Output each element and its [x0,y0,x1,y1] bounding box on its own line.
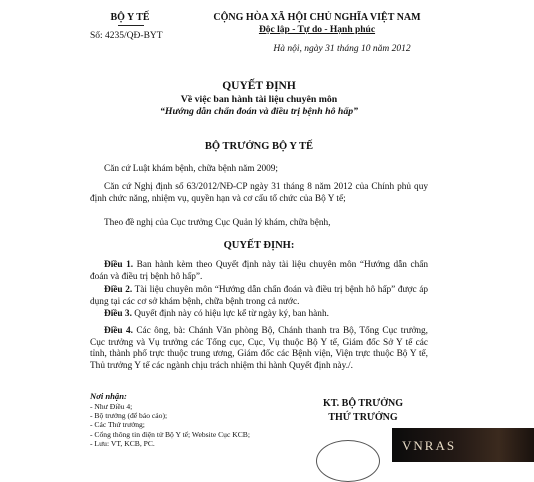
recipient-item: - Các Thứ trưởng; [90,420,145,430]
article-2 [90,285,428,308]
recipient-item: - Lưu: VT, KCB, PC. [90,438,155,448]
article-4-text: Các ông, bà: Chánh Văn phòng Bộ, Chánh thanh tra Bộ, Tổng Cục trưởng, Cục trưởng và Vụ trưởng các Tổng cục, Cục, Vụ thuộc Bộ Y tế, Giám đốc Sở Y tế các tỉnh, thành phố trực thuộc trung ương, Giám đốc các Bệnh viện, Viện trực thuộc Bộ Y tế, Thủ trưởng Y tế các ngành chịu trách nhiệm thi hành Quyết định này./. [90,326,428,371]
official-seal-icon [316,440,380,482]
article-1-text: Ban hành kèm theo Quyết định này tài liệu chuyên môn “Hướng dẫn chẩn đoán và điều trị bệnh hô hấp”. [90,260,428,282]
article-1 [90,260,428,283]
preamble-3: Theo đề nghị của Cục trưởng Cục Quản lý khám, chữa bệnh, [104,218,331,228]
watermark-logo [392,428,534,462]
article-3-text: Quyết định này có hiệu lực kể từ ngày ký, ban hành. [134,309,329,319]
ministry-name: BỘ Y TẾ [110,12,150,23]
article-4 [90,326,428,372]
article-1-label: Điều 1. [104,260,134,270]
article-3 [90,309,428,321]
signature-line-2: THỨ TRƯỞNG [328,412,398,423]
document-title: QUYẾT ĐỊNH [222,80,296,92]
issuing-authority: BỘ TRƯỞNG BỘ Y TẾ [204,141,314,152]
watermark-text: VNRAS [402,438,457,453]
recipients-heading: Nơi nhận: [90,391,127,401]
document-number: Số: 4235/QĐ-BYT [90,31,163,41]
decision-heading: QUYẾT ĐỊNH: [223,240,295,251]
recipient-item: - Bộ trưởng (để báo cáo); [90,411,168,421]
article-2-text: Tài liệu chuyên môn “Hướng dẫn chẩn đoán và điều trị bệnh hô hấp” được áp dụng tại các cơ sở khám bệnh, chữa bệnh trong cả nước. [90,285,428,307]
ministry-underline [118,25,144,26]
signature-line-1: KT. BỘ TRƯỞNG [322,398,404,409]
republic-name: CỘNG HÒA XÃ HỘI CHỦ NGHĨA VIỆT NAM [213,12,421,23]
preamble-2: Căn cứ Nghị định số 63/2012/NĐ-CP ngày 31 tháng 8 năm 2012 của Chính phủ quy định chức năng, nhiệm vụ, quyền hạn và cơ cấu tổ chức của Bộ Y tế; [90,182,428,204]
recipients-list [90,402,250,448]
issue-date: Hà nội, ngày 31 tháng 10 năm 2012 [273,44,411,54]
recipient-item: - Như Điều 4; [90,402,133,411]
subject-line-1: Về việc ban hành tài liệu chuyên môn [180,94,338,105]
article-4-label: Điều 4. [104,326,133,336]
recipient-item: - Cổng thông tin điện tử Bộ Y tế; Website Cục KCB; [90,429,250,439]
article-3-label: Điều 3. [104,309,132,319]
subject-line-2: “Hướng dẫn chẩn đoán và điều trị bệnh hô hấp” [159,106,359,117]
article-2-label: Điều 2. [104,285,133,295]
preamble-1: Căn cứ Luật khám bệnh, chữa bệnh năm 2009; [104,164,279,174]
national-motto: Độc lập - Tự do - Hạnh phúc [258,25,376,35]
